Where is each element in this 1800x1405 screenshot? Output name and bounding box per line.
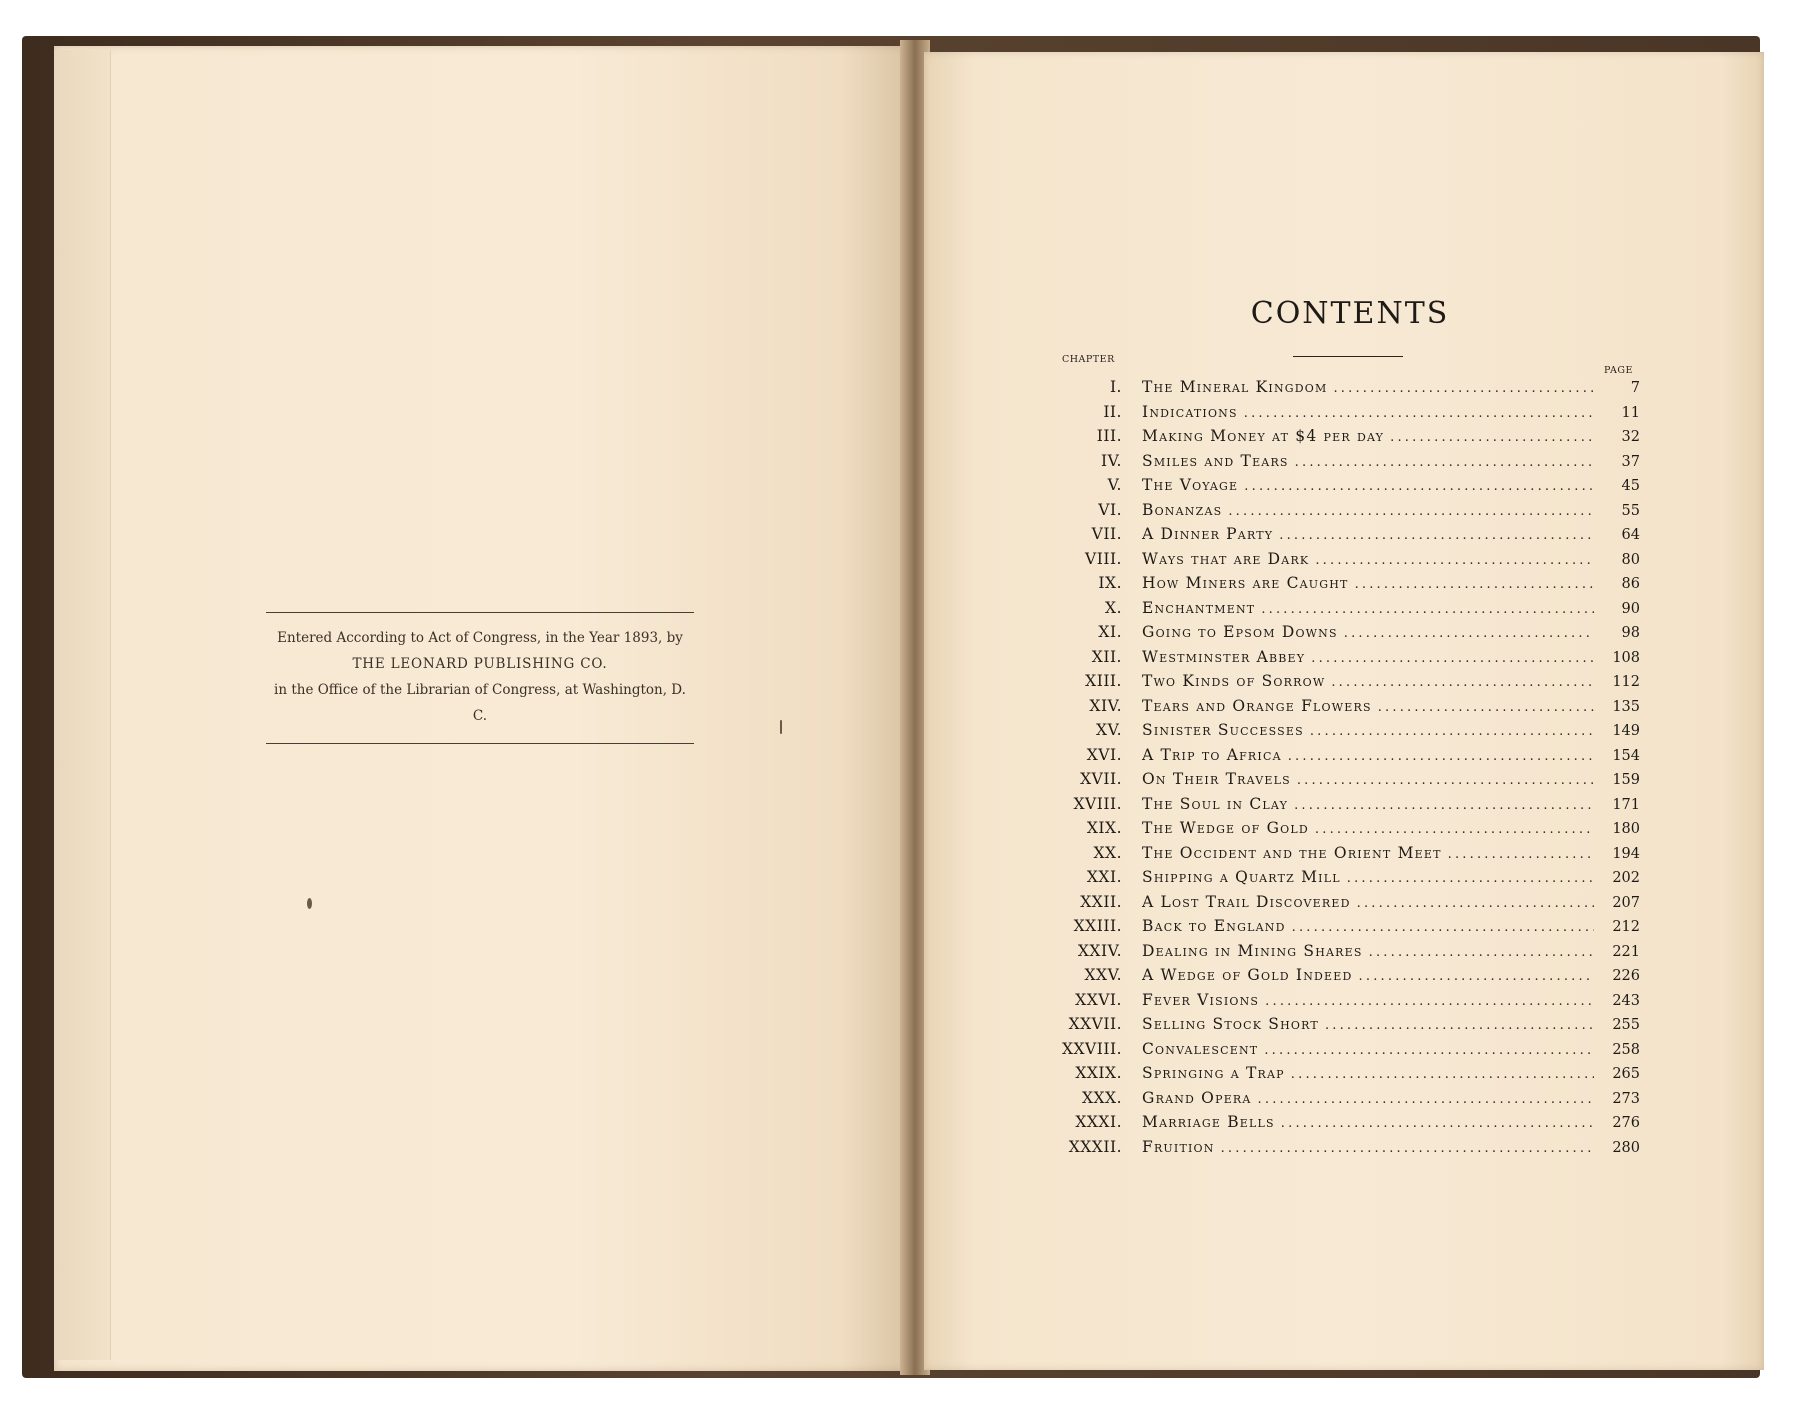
dot-leader bbox=[1390, 430, 1594, 445]
toc-row bbox=[1040, 917, 1640, 942]
chapter-page-number: 90 bbox=[1621, 600, 1640, 617]
copyright-publisher: THE LEONARD PUBLISHING CO. bbox=[352, 656, 608, 672]
chapter-title: Marriage Bells bbox=[1142, 1113, 1275, 1131]
toc-row bbox=[1040, 966, 1640, 991]
copyright-rule-bottom bbox=[266, 743, 694, 744]
chapter-title: Indications bbox=[1142, 402, 1238, 421]
dot-leader bbox=[1279, 528, 1594, 543]
dot-leader bbox=[1315, 553, 1594, 568]
chapter-title: Bonanzas bbox=[1142, 500, 1223, 519]
toc-row bbox=[1040, 403, 1640, 428]
chapter-page-number: 226 bbox=[1612, 968, 1640, 984]
copyright-notice bbox=[266, 612, 694, 744]
chapter-number: XIV. bbox=[1089, 696, 1122, 715]
chapter-number: XXX. bbox=[1081, 1088, 1122, 1107]
chapter-page-number: 212 bbox=[1612, 919, 1640, 935]
toc-row bbox=[1040, 1089, 1640, 1114]
chapter-page-number: 37 bbox=[1621, 453, 1640, 470]
chapter-title: Fever Visions bbox=[1142, 990, 1260, 1009]
chapter-title: Making Money at $4 per day bbox=[1142, 427, 1385, 445]
toc-row bbox=[1040, 427, 1640, 452]
chapter-number: XXII. bbox=[1080, 892, 1122, 911]
chapter-number: XXVI. bbox=[1075, 990, 1122, 1009]
toc-row bbox=[1040, 721, 1640, 746]
chapter-number: III. bbox=[1096, 427, 1122, 445]
toc-row bbox=[1040, 574, 1640, 599]
chapter-title: Westminster Abbey bbox=[1142, 647, 1306, 666]
chapter-number: XI. bbox=[1098, 623, 1122, 641]
chapter-page-number: 243 bbox=[1612, 992, 1640, 1009]
ink-fleck bbox=[307, 898, 312, 909]
chapter-number: XXI. bbox=[1086, 868, 1122, 886]
chapter-page-number: 221 bbox=[1612, 943, 1640, 960]
chapter-title: The Mineral Kingdom bbox=[1142, 378, 1328, 396]
chapter-page-number: 135 bbox=[1612, 698, 1640, 715]
chapter-page-number: 276 bbox=[1612, 1115, 1640, 1131]
toc-row bbox=[1040, 1040, 1640, 1065]
dot-leader bbox=[1265, 994, 1594, 1009]
chapter-number: VII. bbox=[1091, 525, 1122, 543]
chapter-title: Fruition bbox=[1142, 1137, 1215, 1156]
table-of-contents bbox=[1040, 378, 1640, 1162]
chapter-page-number: 98 bbox=[1621, 625, 1640, 641]
chapter-page-number: 64 bbox=[1621, 527, 1640, 543]
toc-row bbox=[1040, 893, 1640, 918]
chapter-page-number: 180 bbox=[1612, 821, 1640, 837]
dot-leader bbox=[1355, 577, 1594, 592]
toc-row bbox=[1040, 942, 1640, 967]
chapter-page-number: 154 bbox=[1612, 747, 1640, 764]
dot-leader bbox=[1258, 1092, 1594, 1107]
chapter-page-number: 80 bbox=[1621, 551, 1640, 568]
chapter-number: VI. bbox=[1098, 500, 1122, 519]
chapter-title: Shipping a Quartz Mill bbox=[1142, 868, 1341, 886]
toc-row bbox=[1040, 746, 1640, 771]
chapter-title: Back to England bbox=[1142, 917, 1286, 935]
chapter-page-number: 7 bbox=[1630, 380, 1640, 396]
toc-row bbox=[1040, 819, 1640, 844]
chapter-number: XXV. bbox=[1084, 966, 1122, 984]
dot-leader bbox=[1244, 479, 1594, 494]
chapter-page-number: 171 bbox=[1612, 796, 1640, 813]
chapter-number: II. bbox=[1103, 402, 1122, 421]
dot-leader bbox=[1311, 651, 1594, 666]
chapter-column-header: CHAPTER bbox=[1062, 354, 1115, 365]
dot-leader bbox=[1310, 724, 1594, 739]
toc-row bbox=[1040, 648, 1640, 673]
chapter-page-number: 55 bbox=[1621, 502, 1640, 519]
chapter-page-number: 255 bbox=[1612, 1017, 1640, 1033]
chapter-number: XXIX. bbox=[1075, 1064, 1122, 1082]
dot-leader bbox=[1295, 455, 1594, 470]
chapter-number: XVII. bbox=[1080, 770, 1122, 788]
chapter-page-number: 159 bbox=[1612, 772, 1640, 788]
chapter-title: How Miners are Caught bbox=[1142, 574, 1349, 592]
chapter-title: Smiles and Tears bbox=[1142, 451, 1289, 470]
toc-row bbox=[1040, 991, 1640, 1016]
toc-row bbox=[1040, 476, 1640, 501]
dot-leader bbox=[1261, 602, 1594, 617]
chapter-number: XXXII. bbox=[1068, 1137, 1122, 1156]
chapter-title: Grand Opera bbox=[1142, 1088, 1252, 1107]
chapter-number: XII. bbox=[1091, 647, 1122, 666]
dot-leader bbox=[1244, 406, 1594, 421]
chapter-title: Two Kinds of Sorrow bbox=[1142, 672, 1326, 690]
chapter-number: XX. bbox=[1093, 843, 1122, 862]
chapter-title: Selling Stock Short bbox=[1142, 1015, 1319, 1033]
chapter-page-number: 202 bbox=[1612, 870, 1640, 886]
chapter-number: XXIV. bbox=[1077, 941, 1122, 960]
dot-leader bbox=[1331, 675, 1594, 690]
chapter-page-number: 32 bbox=[1621, 429, 1640, 445]
chapter-number: X. bbox=[1105, 598, 1122, 617]
dot-leader bbox=[1315, 822, 1594, 837]
chapter-page-number: 280 bbox=[1612, 1139, 1640, 1156]
chapter-number: IX. bbox=[1098, 574, 1122, 592]
chapter-page-number: 108 bbox=[1612, 649, 1640, 666]
dot-leader bbox=[1228, 504, 1594, 519]
dot-leader bbox=[1325, 1018, 1594, 1033]
chapter-title: Tears and Orange Flowers bbox=[1142, 696, 1372, 715]
chapter-page-number: 149 bbox=[1612, 723, 1640, 739]
contents-title-rule bbox=[1293, 356, 1403, 357]
copyright-line-1: Entered According to Act of Congress, in the Year 1893, by bbox=[277, 630, 683, 646]
chapter-title: A Wedge of Gold Indeed bbox=[1142, 966, 1353, 984]
chapter-page-number: 258 bbox=[1612, 1041, 1640, 1058]
dot-leader bbox=[1344, 626, 1594, 641]
toc-row bbox=[1040, 770, 1640, 795]
chapter-page-number: 194 bbox=[1612, 845, 1640, 862]
dot-leader bbox=[1357, 896, 1594, 911]
chapter-number: XXXI. bbox=[1075, 1113, 1122, 1131]
toc-row bbox=[1040, 672, 1640, 697]
chapter-number: XXVII. bbox=[1068, 1015, 1122, 1033]
chapter-number: IV. bbox=[1100, 451, 1122, 470]
chapter-number: XXIII. bbox=[1073, 917, 1122, 935]
chapter-page-number: 207 bbox=[1612, 894, 1640, 911]
contents-title: CONTENTS bbox=[1250, 296, 1450, 331]
dot-leader bbox=[1347, 871, 1594, 886]
chapter-page-number: 112 bbox=[1612, 674, 1640, 690]
dot-leader bbox=[1288, 749, 1594, 764]
chapter-title: The Wedge of Gold bbox=[1142, 819, 1309, 837]
chapter-title: A Dinner Party bbox=[1142, 525, 1274, 543]
toc-row bbox=[1040, 550, 1640, 575]
chapter-page-number: 265 bbox=[1612, 1066, 1640, 1082]
chapter-number: I. bbox=[1109, 378, 1122, 396]
left-page-edge bbox=[54, 50, 111, 1360]
chapter-title: Springing a Trap bbox=[1142, 1064, 1285, 1082]
dot-leader bbox=[1291, 1067, 1594, 1082]
ink-fleck bbox=[780, 720, 782, 734]
dot-leader bbox=[1292, 920, 1594, 935]
toc-row bbox=[1040, 1064, 1640, 1089]
toc-row bbox=[1040, 697, 1640, 722]
chapter-number: VIII. bbox=[1085, 549, 1122, 568]
toc-row bbox=[1040, 378, 1640, 403]
copyright-rule-top bbox=[266, 612, 694, 613]
chapter-title: The Occident and the Orient Meet bbox=[1142, 843, 1442, 862]
dot-leader bbox=[1448, 847, 1594, 862]
chapter-number: XIX. bbox=[1086, 819, 1122, 837]
chapter-number: XXVIII. bbox=[1061, 1039, 1122, 1058]
chapter-title: Enchantment bbox=[1142, 598, 1256, 617]
toc-row bbox=[1040, 795, 1640, 820]
toc-row bbox=[1040, 599, 1640, 624]
chapter-number: XVI. bbox=[1086, 745, 1122, 764]
toc-row bbox=[1040, 452, 1640, 477]
chapter-title: The Voyage bbox=[1142, 476, 1239, 494]
toc-row bbox=[1040, 501, 1640, 526]
chapter-page-number: 273 bbox=[1612, 1090, 1640, 1107]
chapter-page-number: 45 bbox=[1621, 478, 1640, 494]
dot-leader bbox=[1264, 1043, 1594, 1058]
chapter-number: XVIII. bbox=[1073, 794, 1122, 813]
chapter-number: XV. bbox=[1096, 721, 1122, 739]
toc-row bbox=[1040, 868, 1640, 893]
toc-row bbox=[1040, 1138, 1640, 1163]
dot-leader bbox=[1281, 1116, 1594, 1131]
toc-row bbox=[1040, 1113, 1640, 1138]
dot-leader bbox=[1359, 969, 1594, 984]
chapter-title: A Trip to Africa bbox=[1142, 745, 1282, 764]
dot-leader bbox=[1333, 381, 1594, 396]
toc-row bbox=[1040, 844, 1640, 869]
chapter-title: Ways that are Dark bbox=[1142, 549, 1310, 568]
toc-row bbox=[1040, 623, 1640, 648]
dot-leader bbox=[1297, 773, 1594, 788]
copyright-line-3: in the Office of the Librarian of Congress, at Washington, D. C. bbox=[274, 682, 686, 724]
dot-leader bbox=[1369, 945, 1594, 960]
dot-leader bbox=[1378, 700, 1594, 715]
page-column-header: PAGE bbox=[1604, 365, 1633, 376]
chapter-page-number: 86 bbox=[1621, 576, 1640, 592]
chapter-title: Dealing in Mining Shares bbox=[1142, 941, 1363, 960]
chapter-number: V. bbox=[1107, 476, 1122, 494]
chapter-title: On Their Travels bbox=[1142, 770, 1291, 788]
chapter-title: The Soul in Clay bbox=[1142, 794, 1289, 813]
chapter-title: A Lost Trail Discovered bbox=[1142, 892, 1351, 911]
chapter-title: Convalescent bbox=[1142, 1039, 1259, 1058]
chapter-number: XIII. bbox=[1085, 672, 1122, 690]
chapter-page-number: 11 bbox=[1621, 404, 1640, 421]
toc-row bbox=[1040, 525, 1640, 550]
toc-row bbox=[1040, 1015, 1640, 1040]
chapter-title: Going to Epsom Downs bbox=[1142, 623, 1338, 641]
dot-leader bbox=[1221, 1141, 1594, 1156]
dot-leader bbox=[1294, 798, 1594, 813]
chapter-title: Sinister Successes bbox=[1142, 721, 1304, 739]
